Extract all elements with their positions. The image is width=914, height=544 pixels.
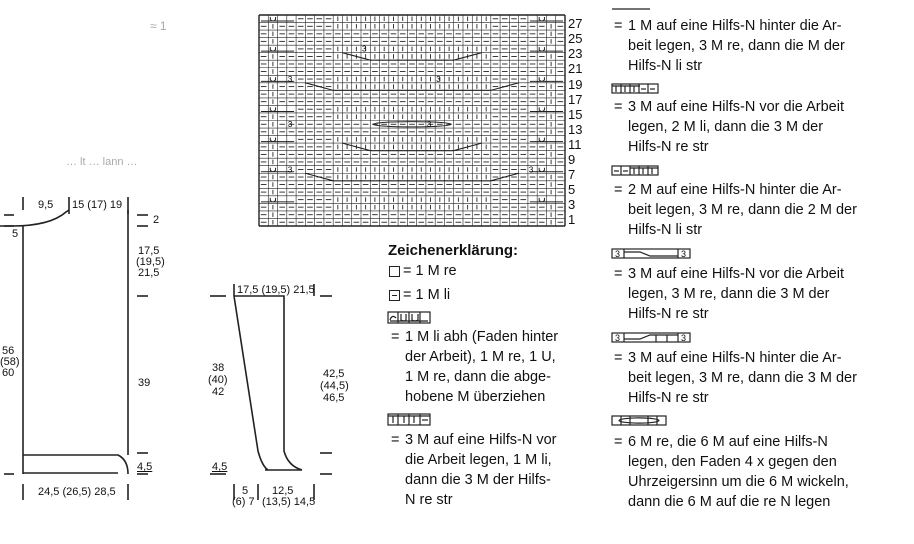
cable-3-3-front-icon [612, 249, 690, 258]
legend-line: beit legen, 3 M re, dann die 2 M der [628, 202, 857, 218]
chart-row-number: 25 [568, 31, 583, 47]
legend-knit: = 1 M re [403, 263, 457, 279]
legend-line: Hilfs-N li str [628, 58, 703, 74]
body-shoulder-drop: 2 [153, 214, 160, 226]
legend-line: 1 M li abh (Faden hinter [405, 329, 559, 345]
chart-cable-label: 3 [436, 74, 441, 84]
legend-line: Hilfs-N re str [628, 390, 709, 406]
legend-line: 3 M auf eine Hilfs-N vor die Arbeit [628, 266, 844, 282]
cable-3-2-front-icon [612, 84, 658, 93]
legend-line: dann die 6 M auf die re N legen [628, 494, 831, 510]
chart-row-number: 3 [568, 197, 576, 213]
chart-twist-mark [261, 77, 294, 81]
chart-twist-mark [530, 107, 563, 111]
legend-item-cable-3-3-front [614, 264, 904, 326]
chart-twist-mark [530, 168, 563, 172]
legend-item-wrap-6 [614, 432, 904, 516]
legend-eq: = [614, 182, 623, 198]
knit-box-icon [389, 266, 400, 277]
chart-row-number: 9 [568, 151, 576, 167]
chart-twist-mark [261, 17, 294, 21]
body-rib-height: 4,5 [137, 461, 153, 473]
legend-line: Hilfs-N li str [628, 222, 703, 238]
body-total-3: 60 [2, 367, 15, 379]
sleeve-left-1: 38 [212, 362, 225, 374]
chart-twist-mark [530, 198, 563, 202]
legend-eq: = [614, 18, 623, 34]
chart-cable-label: 3 [287, 74, 293, 84]
chart-cable-label: 3 [362, 44, 367, 54]
body-neck-width: 15 (17) 19 [72, 199, 123, 211]
chart-twist-mark [261, 198, 294, 202]
legend-line: 3 M auf eine Hilfs-N vor [405, 432, 557, 448]
chart-twist-mark [261, 47, 294, 51]
legend-line: Uhrzeigersinn um die 6 M wickeln, [628, 474, 849, 490]
sleeve-right-3: 46,5 [323, 392, 345, 404]
chart-cable-mark [342, 143, 481, 151]
legend-item-cable-3-2-front [614, 97, 904, 159]
body-armhole-1: 17,5 [138, 245, 160, 257]
faint-text-top: ≈ 1 [150, 19, 167, 33]
legend-eq: = [391, 329, 400, 345]
legend-item-cable-3-3-back [614, 348, 904, 410]
cable-3-3-back-label-r: 3 [681, 333, 687, 343]
legend-line: N re str [405, 492, 453, 508]
faint-text-mid: … lt … lann … [66, 156, 138, 168]
chart-row-number: 17 [568, 91, 583, 107]
legend-eq: = [614, 350, 623, 366]
sleeve-right-1: 42,5 [323, 368, 345, 380]
body-armhole-3: 21,5 [138, 267, 160, 279]
chart-row-number: 15 [568, 106, 583, 122]
sleeve-left-2: (40) [208, 374, 228, 386]
legend-line: 3 M auf eine Hilfs-N vor die Arbeit [628, 99, 844, 115]
cable-3-3-front-label-r: 3 [681, 249, 687, 259]
chart-twist-mark [261, 168, 294, 172]
legend-eq: = [614, 99, 623, 115]
legend-purl: = 1 M li [403, 287, 451, 303]
chart-cable-label: 3 [426, 120, 432, 130]
cable-2-3-back-icon [612, 166, 658, 175]
legend-line: die Arbeit legen, 1 M li, [405, 452, 552, 468]
legend-line: Hilfs-N re str [628, 306, 709, 322]
chart-twist-mark [261, 107, 294, 111]
chart-row-number: 21 [568, 61, 583, 77]
legend-line: der Arbeit), 1 M re, 1 U, [405, 349, 556, 365]
chart-twist-mark [530, 47, 563, 51]
legend-item-cable-3-1-back [614, 16, 904, 78]
chart-cable-label: 3 [287, 120, 293, 130]
sleeve-bottom-width-2: (13,5) 14,5 [262, 496, 316, 508]
sleeve-rib-height: 4,5 [212, 461, 228, 473]
cable-3-3-back-icon [612, 333, 690, 342]
sleeve-bottom-left-1: 5 [242, 485, 249, 497]
chart-row-number: 11 [568, 136, 582, 152]
legend-eq: = [614, 434, 623, 450]
legend-line: 1 M auf eine Hilfs-N hinter die Ar- [628, 18, 842, 34]
legend-title: Zeichenerklärung: [388, 242, 519, 259]
legend-item-twist [391, 327, 591, 411]
purl-box-icon [389, 290, 400, 301]
body-bottom-width: 24,5 (26,5) 28,5 [38, 486, 116, 498]
body-top-left-small: 5 [12, 228, 19, 240]
chart-row-number: 13 [568, 121, 583, 137]
sleeve-bottom-width-1: 12,5 [272, 485, 294, 497]
body-total-2: (58) [0, 356, 20, 368]
sleeve-bottom-left-2: (6) 7 [232, 496, 255, 508]
cable-3-3-back-label: 3 [615, 333, 621, 343]
legend-line: legen, 2 M li, dann die 3 M der [628, 119, 824, 135]
chart-cable-mark [305, 83, 518, 91]
legend-line: 3 M auf eine Hilfs-N hinter die Ar- [628, 350, 842, 366]
chart-twist-mark [261, 138, 294, 142]
body-top-width: 9,5 [38, 199, 54, 211]
sleeve-top-width: 17,5 (19,5) 21,5 [237, 284, 315, 296]
chart-cable-mark [342, 53, 481, 61]
chart-row-number: 1 [568, 212, 576, 228]
legend-line: Hilfs-N re str [628, 139, 709, 155]
legend-line: legen, 3 M re, dann die 3 M der [628, 286, 830, 302]
chart-row-number: 7 [568, 166, 576, 182]
body-side-height: 39 [138, 377, 151, 389]
legend-line: dann die 3 M der Hilfs- [405, 472, 551, 488]
legend-line: 1 M re, dann die abge- [405, 369, 551, 385]
body-armhole-2: (19,5) [136, 256, 165, 268]
cable-3-3-front-label: 3 [615, 249, 621, 259]
legend-line: legen, den Faden 4 x gegen den [628, 454, 837, 470]
legend-line: beit legen, 3 M re, dann die 3 M der [628, 370, 857, 386]
legend-line: beit legen, 3 M re, dann die M der [628, 38, 845, 54]
chart-cable-label: 3 [528, 165, 534, 175]
chart-row-number: 27 [568, 16, 583, 32]
chart-cable-label: 3 [287, 165, 293, 175]
legend-eq: = [391, 432, 400, 448]
chart-row-number: 23 [568, 46, 583, 62]
chart-twist-mark [530, 77, 563, 81]
legend-item-cable-3-1-front [391, 430, 591, 514]
sleeve-left-3: 42 [212, 386, 225, 398]
chart-twist-mark [530, 138, 563, 142]
wrap-6-icon [612, 416, 666, 425]
body-total-1: 56 [2, 345, 15, 357]
chart-row-number: 5 [568, 182, 576, 198]
legend-eq: = [614, 266, 623, 282]
legend-item-cable-2-3-back [614, 180, 904, 242]
chart-row-number: 19 [568, 76, 583, 92]
legend-line: 2 M auf eine Hilfs-N hinter die Ar- [628, 182, 842, 198]
chart-wrap-mark [373, 120, 451, 130]
legend-line: 6 M re, die 6 M auf eine Hilfs-N [628, 434, 828, 450]
chart-twist-mark [530, 17, 563, 21]
chart-cable-mark [305, 173, 518, 181]
sleeve-right-2: (44,5) [320, 380, 349, 392]
legend-line: hobene M überziehen [405, 389, 546, 405]
